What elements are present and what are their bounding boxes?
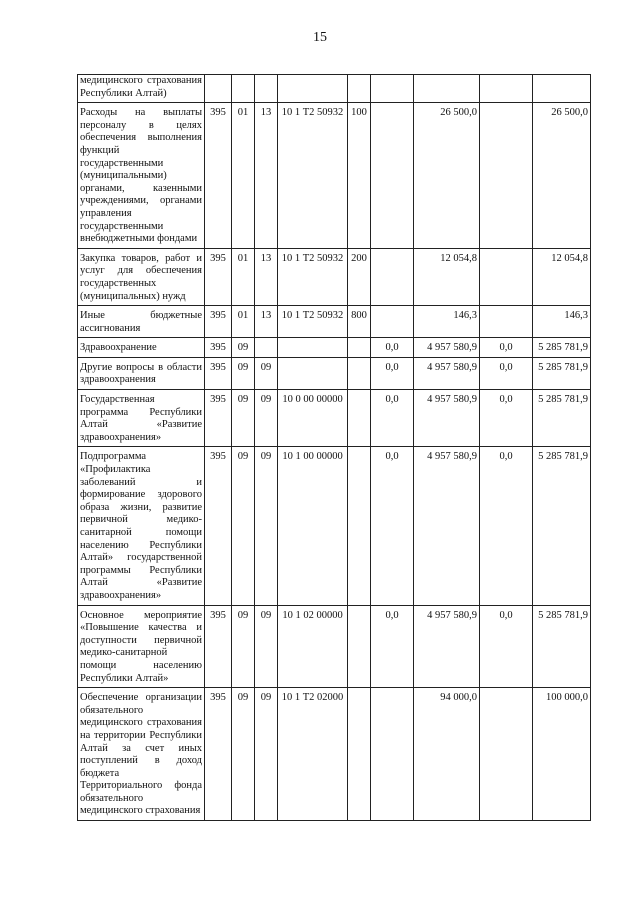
row-name: Закупка товаров, работ и услуг для обеспечения государственных (муниципальных) нужд <box>78 248 205 305</box>
table-row <box>78 390 591 447</box>
table-row <box>78 338 591 358</box>
row-name: Государственная программа Республики Алтай «Развитие здравоохранения» <box>78 390 205 447</box>
row-subsection-code <box>255 338 278 358</box>
row-name: медицинского страхования Республики Алтай) <box>78 75 205 103</box>
row-amount-col8: 0,0 <box>480 338 533 358</box>
row-section-code: 09 <box>232 357 255 389</box>
row-subsection-code: 09 <box>255 688 278 821</box>
row-amount-col7: 4 957 580,9 <box>414 605 480 688</box>
row-ministry-code: 395 <box>205 306 232 338</box>
page-number: 15 <box>313 30 327 45</box>
row-amount-col9: 5 285 781,9 <box>533 338 591 358</box>
row-amount-col9: 5 285 781,9 <box>533 357 591 389</box>
row-section-code <box>232 75 255 103</box>
row-ministry-code: 395 <box>205 390 232 447</box>
row-amount-col9: 100 000,0 <box>533 688 591 821</box>
row-subsection-code: 09 <box>255 390 278 447</box>
row-amount-col7: 12 054,8 <box>414 248 480 305</box>
row-amount-col6 <box>371 688 414 821</box>
row-ministry-code: 395 <box>205 688 232 821</box>
row-section-code: 09 <box>232 605 255 688</box>
row-section-code: 09 <box>232 390 255 447</box>
row-name: Иные бюджетные ассигнования <box>78 306 205 338</box>
row-amount-col9 <box>533 75 591 103</box>
row-ministry-code <box>205 75 232 103</box>
budget-table <box>77 74 591 821</box>
row-target-article <box>278 357 348 389</box>
row-subsection-code: 09 <box>255 357 278 389</box>
row-subsection-code: 13 <box>255 248 278 305</box>
row-amount-col9: 5 285 781,9 <box>533 605 591 688</box>
row-expense-type <box>348 75 371 103</box>
row-expense-type: 100 <box>348 103 371 249</box>
row-amount-col6 <box>371 248 414 305</box>
row-expense-type <box>348 357 371 389</box>
row-amount-col7: 4 957 580,9 <box>414 357 480 389</box>
row-name: Другие вопросы в области здравоохранения <box>78 357 205 389</box>
row-amount-col6 <box>371 75 414 103</box>
row-target-article: 10 1 Т2 50932 <box>278 103 348 249</box>
row-amount-col6: 0,0 <box>371 357 414 389</box>
table-row <box>78 306 591 338</box>
row-name: Основное мероприятие «Повышение качества и доступности первичной медико-санитарной помощи населению Республики Алтай» <box>78 605 205 688</box>
row-target-article: 10 1 Т2 50932 <box>278 306 348 338</box>
row-section-code: 01 <box>232 306 255 338</box>
row-amount-col7: 4 957 580,9 <box>414 390 480 447</box>
row-expense-type <box>348 338 371 358</box>
row-amount-col8: 0,0 <box>480 390 533 447</box>
row-amount-col8 <box>480 248 533 305</box>
row-amount-col8 <box>480 688 533 821</box>
row-ministry-code: 395 <box>205 605 232 688</box>
row-target-article <box>278 338 348 358</box>
row-target-article: 10 1 Т2 50932 <box>278 248 348 305</box>
row-name: Здравоохранение <box>78 338 205 358</box>
row-amount-col7: 4 957 580,9 <box>414 447 480 605</box>
table-row <box>78 357 591 389</box>
row-expense-type: 800 <box>348 306 371 338</box>
row-section-code: 01 <box>232 103 255 249</box>
row-amount-col6: 0,0 <box>371 447 414 605</box>
row-amount-col7: 4 957 580,9 <box>414 338 480 358</box>
table-row <box>78 75 591 103</box>
row-amount-col6: 0,0 <box>371 390 414 447</box>
row-amount-col9: 12 054,8 <box>533 248 591 305</box>
row-amount-col6 <box>371 103 414 249</box>
row-expense-type: 200 <box>348 248 371 305</box>
row-subsection-code: 09 <box>255 447 278 605</box>
row-name: Обеспечение организации обязательного медицинского страхования на территории Республики Алтай за счет иных поступлений в доход бюджета Территориального фонда обязательного медицинского страхования <box>78 688 205 821</box>
row-amount-col9: 5 285 781,9 <box>533 447 591 605</box>
row-ministry-code: 395 <box>205 103 232 249</box>
table-row <box>78 688 591 821</box>
row-amount-col7: 26 500,0 <box>414 103 480 249</box>
row-amount-col9: 26 500,0 <box>533 103 591 249</box>
row-section-code: 09 <box>232 338 255 358</box>
row-section-code: 01 <box>232 248 255 305</box>
row-target-article: 10 1 00 00000 <box>278 447 348 605</box>
row-section-code: 09 <box>232 447 255 605</box>
row-target-article: 10 0 00 00000 <box>278 390 348 447</box>
row-amount-col9: 5 285 781,9 <box>533 390 591 447</box>
table-row <box>78 447 591 605</box>
row-section-code: 09 <box>232 688 255 821</box>
row-ministry-code: 395 <box>205 357 232 389</box>
table-row <box>78 103 591 249</box>
row-amount-col7 <box>414 75 480 103</box>
row-amount-col8 <box>480 75 533 103</box>
row-target-article: 10 1 02 00000 <box>278 605 348 688</box>
row-amount-col8: 0,0 <box>480 357 533 389</box>
row-amount-col8: 0,0 <box>480 605 533 688</box>
budget-table-body <box>78 75 591 821</box>
row-subsection-code: 13 <box>255 306 278 338</box>
row-subsection-code: 13 <box>255 103 278 249</box>
row-amount-col6: 0,0 <box>371 605 414 688</box>
row-amount-col6 <box>371 306 414 338</box>
row-expense-type <box>348 447 371 605</box>
row-amount-col7: 94 000,0 <box>414 688 480 821</box>
row-target-article <box>278 75 348 103</box>
row-subsection-code <box>255 75 278 103</box>
table-row <box>78 605 591 688</box>
row-ministry-code: 395 <box>205 248 232 305</box>
row-target-article: 10 1 Т2 02000 <box>278 688 348 821</box>
row-ministry-code: 395 <box>205 338 232 358</box>
row-amount-col8: 0,0 <box>480 447 533 605</box>
row-amount-col8 <box>480 103 533 249</box>
row-expense-type <box>348 688 371 821</box>
row-expense-type <box>348 390 371 447</box>
row-name: Расходы на выплаты персоналу в целях обеспечения выполнения функций государственными (муниципальными) органами, казенными учреждениями, органами управления государственными внебюджетными фондами <box>78 103 205 249</box>
row-amount-col8 <box>480 306 533 338</box>
row-subsection-code: 09 <box>255 605 278 688</box>
row-expense-type <box>348 605 371 688</box>
row-amount-col7: 146,3 <box>414 306 480 338</box>
row-amount-col6: 0,0 <box>371 338 414 358</box>
row-amount-col9: 146,3 <box>533 306 591 338</box>
row-ministry-code: 395 <box>205 447 232 605</box>
table-row <box>78 248 591 305</box>
row-name: Подпрограмма «Профилактика заболеваний и формирование здорового образа жизни, развитие первичной медико-санитарной помощи населению Республики Алтай» государственной программы Республики Алтай «Развитие здравоохранения» <box>78 447 205 605</box>
